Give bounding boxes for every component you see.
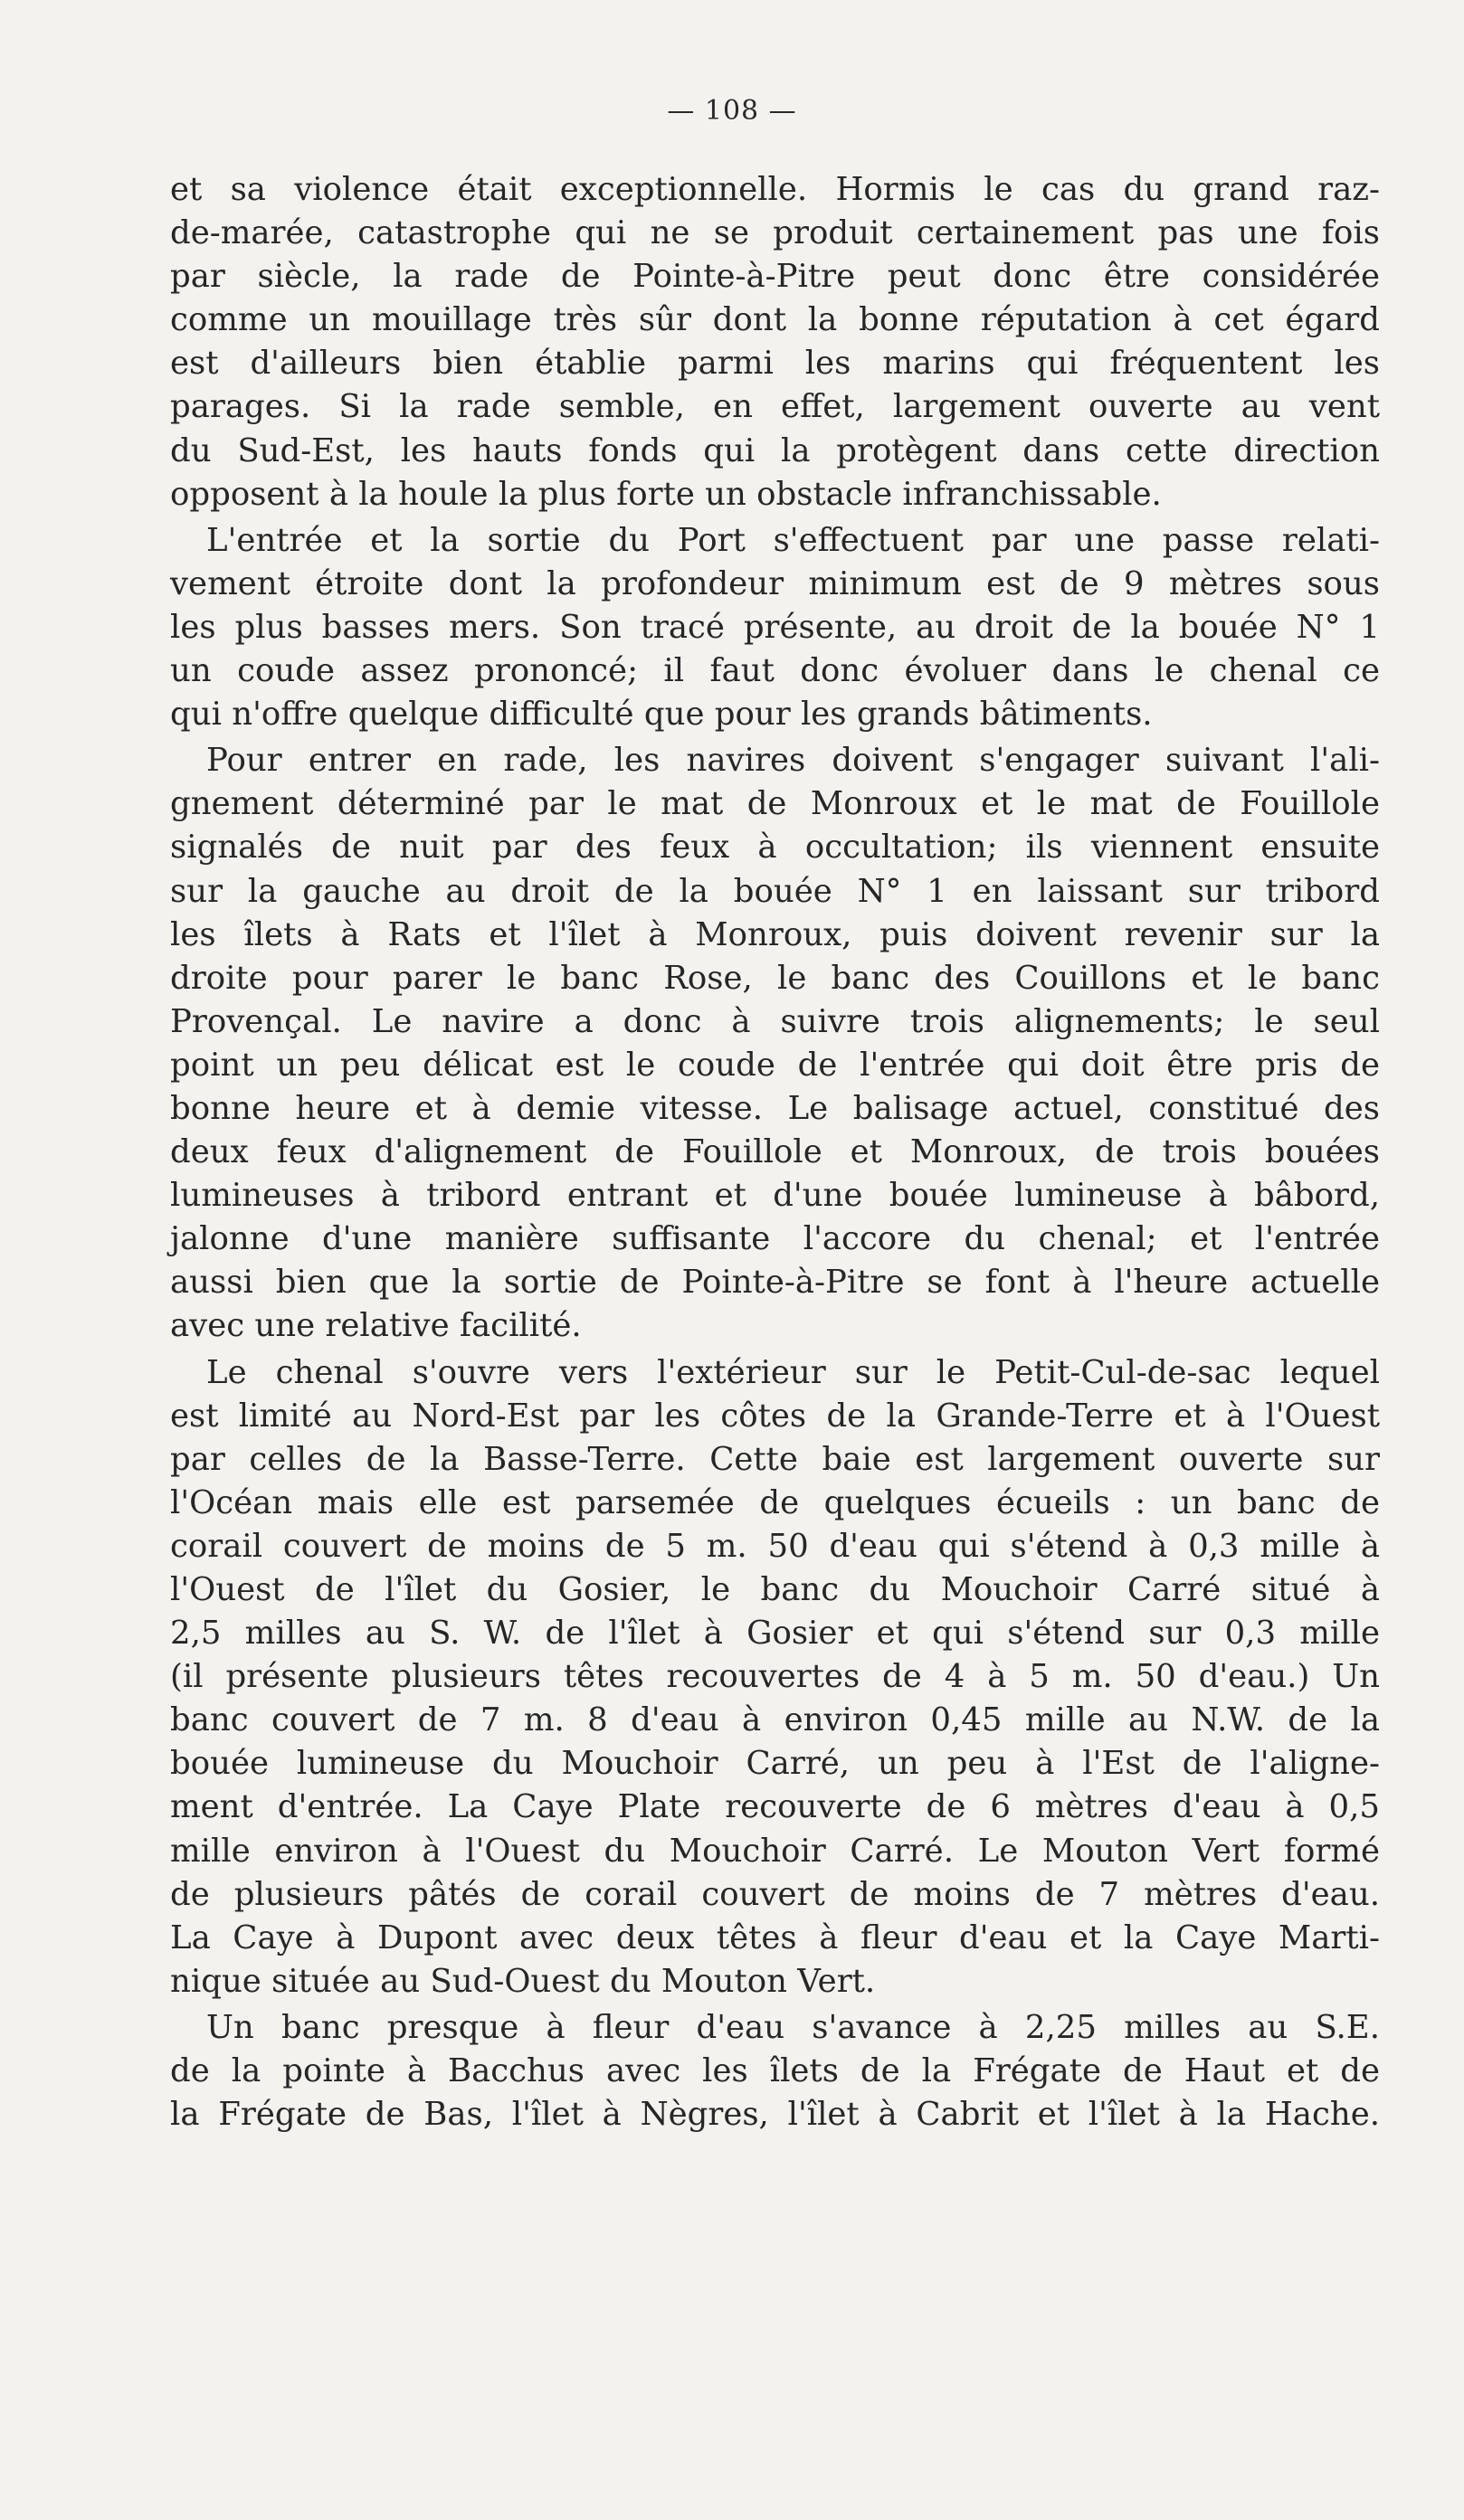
text-line: point un peu délicat est le coude de l'entrée qui doit être pris de bbox=[170, 1046, 1380, 1084]
text-line: droite pour parer le banc Rose, le banc des Couillons et le banc bbox=[170, 959, 1380, 997]
text-line: jalonne d'une manière suffisante l'accore du chenal; et l'entrée bbox=[170, 1220, 1380, 1258]
text-line: les plus basses mers. Son tracé présente, au droit de la bouée N° 1 bbox=[170, 608, 1380, 646]
text-line: par siècle, la rade de Pointe-à-Pitre peut donc être considérée bbox=[170, 258, 1380, 296]
text-line: aussi bien que la sortie de Pointe-à-Pitre se font à l'heure actuelle bbox=[170, 1264, 1380, 1302]
text-line: sur la gauche au droit de la bouée N° 1 en laissant sur tribord bbox=[170, 872, 1380, 910]
text-line: est d'ailleurs bien établie parmi les marins qui fréquentent les bbox=[170, 345, 1380, 383]
text-line: gnement déterminé par le mat de Monroux et le mat de Fouillole bbox=[170, 785, 1380, 823]
text-line: bouée lumineuse du Mouchoir Carré, un peu à l'Est de l'aligne- bbox=[170, 1745, 1380, 1783]
text-line: (il présente plusieurs têtes recouvertes de 4 à 5 m. 50 d'eau.) Un bbox=[170, 1658, 1380, 1696]
paragraph-2 bbox=[170, 519, 1380, 736]
text-line: parages. Si la rade semble, en effet, largement ouverte au vent bbox=[170, 388, 1380, 426]
text-line: Provençal. Le navire a donc à suivre trois alignements; le seul bbox=[170, 1002, 1380, 1040]
text-line: du Sud-Est, les hauts fonds qui la protègent dans cette direction bbox=[170, 431, 1380, 469]
text-line: par celles de la Basse-Terre. Cette baie est largement ouverte sur bbox=[170, 1440, 1380, 1478]
text-line: deux feux d'alignement de Fouillole et Monroux, de trois bouées bbox=[170, 1133, 1380, 1171]
text-line: un coude assez prononcé; il faut donc évoluer dans le chenal ce bbox=[170, 652, 1380, 690]
text-line: corail couvert de moins de 5 m. 50 d'eau qui s'étend à 0,3 mille à bbox=[170, 1527, 1380, 1565]
text-line: 2,5 milles au S. W. de l'îlet à Gosier et qui s'étend sur 0,3 mille bbox=[170, 1615, 1380, 1653]
text-line: de-marée, catastrophe qui ne se produit certainement pas une fois bbox=[170, 214, 1380, 252]
text-line: la Frégate de Bas, l'îlet à Nègres, l'îlet à Cabrit et l'îlet à la Hache. bbox=[170, 2096, 1380, 2134]
text-line: signalés de nuit par des feux à occultation; ils viennent ensuite bbox=[170, 829, 1380, 867]
text-line: Pour entrer en rade, les navires doivent s'engager suivant l'ali- bbox=[206, 742, 1380, 780]
text-line: de la pointe à Bacchus avec les îlets de la Frégate de Haut et de bbox=[170, 2052, 1380, 2090]
body-text bbox=[170, 168, 1380, 2136]
page-number: — 108 — bbox=[667, 95, 797, 127]
text-line: nique située au Sud-Ouest du Mouton Vert. bbox=[170, 1962, 876, 2000]
paragraph-5 bbox=[170, 2006, 1380, 2136]
text-line: comme un mouillage très sûr dont la bonne réputation à cet égard bbox=[170, 301, 1380, 339]
text-line: de plusieurs pâtés de corail couvert de moins de 7 mètres d'eau. bbox=[170, 1875, 1380, 1913]
text-line: et sa violence était exceptionnelle. Hormis le cas du grand raz- bbox=[170, 171, 1380, 208]
text-line: qui n'offre quelque difficulté que pour les grands bâtiments. bbox=[170, 696, 1153, 734]
paragraph-3 bbox=[170, 739, 1380, 1348]
text-line: ment d'entrée. La Caye Plate recouverte de 6 mètres d'eau à 0,5 bbox=[170, 1788, 1380, 1826]
text-line: est limité au Nord-Est par les côtes de la Grande-Terre et à l'Ouest bbox=[170, 1397, 1380, 1435]
text-line: opposent à la houle la plus forte un obstacle infranchissable. bbox=[170, 475, 1162, 513]
text-line: bonne heure et à demie vitesse. Le balisage actuel, constitué des bbox=[170, 1089, 1380, 1127]
paragraph-4 bbox=[170, 1351, 1380, 2004]
text-line: L'entrée et la sortie du Port s'effectuent par une passe relati- bbox=[206, 521, 1380, 559]
text-line: l'Ouest de l'îlet du Gosier, le banc du Mouchoir Carré situé à bbox=[170, 1571, 1380, 1608]
text-line: La Caye à Dupont avec deux têtes à fleur d'eau et la Caye Marti- bbox=[170, 1918, 1380, 1956]
text-line: lumineuses à tribord entrant et d'une bouée lumineuse à bâbord, bbox=[170, 1177, 1380, 1215]
text-line: les îlets à Rats et l'îlet à Monroux, puis doivent revenir sur la bbox=[170, 915, 1380, 953]
text-line: mille environ à l'Ouest du Mouchoir Carré. Le Mouton Vert formé bbox=[170, 1832, 1380, 1870]
text-line: avec une relative facilité. bbox=[170, 1307, 582, 1345]
text-line: banc couvert de 7 m. 8 d'eau à environ 0,45 mille au N.W. de la bbox=[170, 1701, 1380, 1739]
text-line: l'Océan mais elle est parsemée de quelques écueils : un banc de bbox=[170, 1483, 1380, 1521]
paragraph-1 bbox=[170, 168, 1380, 516]
text-line: Le chenal s'ouvre vers l'extérieur sur le Petit-Cul-de-sac lequel bbox=[206, 1353, 1380, 1391]
text-line: vement étroite dont la profondeur minimum est de 9 mètres sous bbox=[170, 564, 1380, 602]
text-line: Un banc presque à fleur d'eau s'avance à 2,25 milles au S.E. bbox=[206, 2008, 1380, 2046]
